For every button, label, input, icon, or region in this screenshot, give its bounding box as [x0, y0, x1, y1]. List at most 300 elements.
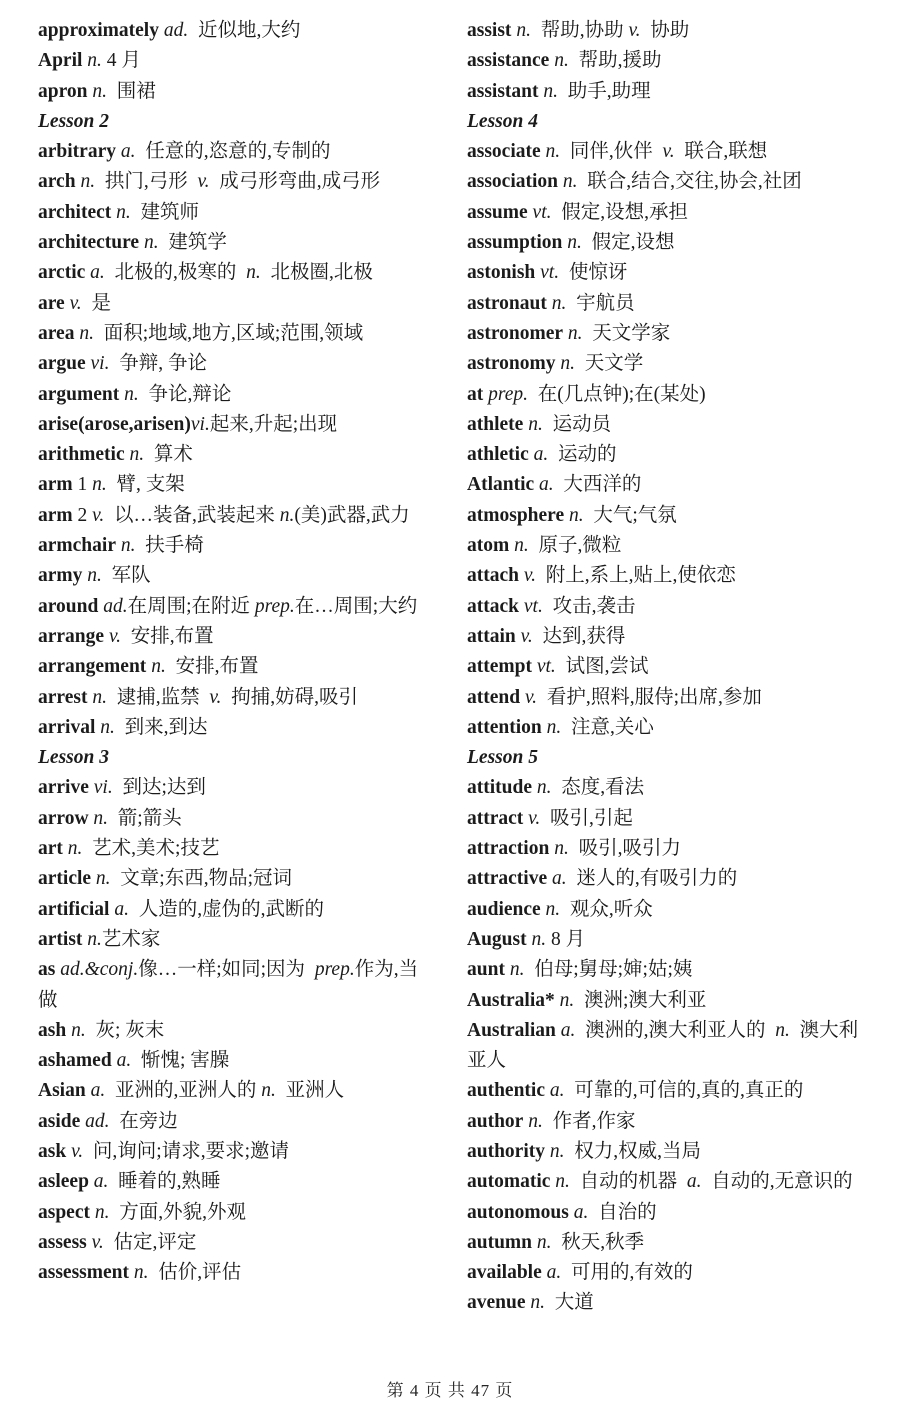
entry-word: arise(arose,arisen)	[38, 413, 191, 435]
entry-pos: n.	[66, 1019, 86, 1041]
entry-pos: n.	[538, 80, 559, 102]
entry-definition: 艺术家	[101, 928, 161, 950]
dictionary-entry	[467, 986, 866, 1016]
entry-definition: 争论,辩论	[138, 383, 232, 405]
entry-pos: ad.&conj.	[55, 959, 139, 981]
dictionary-entry	[467, 137, 866, 167]
entry-definition: 北极的,极寒的	[104, 262, 237, 284]
dictionary-entry	[38, 77, 437, 107]
entry-definition: 算术	[144, 444, 193, 466]
dictionary-entry	[38, 46, 437, 76]
dictionary-entry	[467, 804, 866, 834]
entry-pos: vi.	[190, 413, 210, 435]
entry-word: approximately	[38, 20, 159, 41]
entry-word: assume	[467, 201, 528, 223]
entry-definition: 注意,关心	[561, 716, 654, 738]
dictionary-entry	[467, 501, 866, 531]
dictionary-entry	[467, 683, 866, 713]
entry-definition: 以…装备,武装起来	[104, 504, 280, 526]
dictionary-entry	[467, 955, 866, 985]
entry-definition: 可靠的,可信的,真的,真正的	[564, 1080, 804, 1102]
entry-pos: n.	[146, 656, 166, 678]
entry-definition: 同伴,伙伴	[560, 141, 653, 163]
entry-word: arm	[38, 504, 73, 526]
entry-definition: 权力,权威,当局	[564, 1140, 702, 1162]
entry-definition: 作为,当做	[38, 959, 419, 1011]
entry-word: avenue	[467, 1292, 526, 1314]
entry-pos: n.	[124, 444, 145, 466]
dictionary-entry	[467, 440, 866, 470]
entry-word: Asian	[38, 1080, 86, 1102]
dictionary-entry	[38, 349, 437, 379]
entry-definition: 澳大利亚人	[467, 1019, 859, 1072]
entry-word: astronomy	[467, 353, 556, 375]
entry-definition: 吸引,吸引力	[568, 838, 681, 860]
dictionary-entry	[38, 1198, 437, 1228]
entry-word: argument	[38, 383, 120, 405]
entry-pos: n.	[111, 201, 131, 223]
entry-word: authentic	[467, 1080, 545, 1102]
entry-pos: v.	[515, 625, 533, 647]
entry-definition: 亚洲的,亚洲人的	[105, 1080, 257, 1102]
entry-definition: 估价,评估	[148, 1262, 242, 1284]
dictionary-entry	[38, 622, 437, 652]
entry-definition: 箭;箭头	[108, 807, 182, 829]
entry-definition: 艺术,美术;技艺	[82, 838, 220, 860]
entry-word: attract	[467, 807, 524, 829]
entry-word: attention	[467, 716, 542, 738]
entry-word: audience	[467, 898, 541, 920]
entry-pos: n.	[540, 141, 561, 163]
right-column	[467, 16, 866, 1319]
entry-definition: 大气;气氛	[583, 504, 677, 526]
entry-definition: 看护,照料,服侍;出席,参加	[537, 686, 762, 708]
entry-word: artist	[38, 928, 83, 950]
dictionary-entry	[38, 1076, 437, 1106]
entry-pos: v.	[92, 504, 105, 526]
entry-definition: 协助	[640, 20, 690, 41]
dictionary-entry	[38, 1137, 437, 1167]
dictionary-entry	[467, 592, 866, 622]
dictionary-entry	[38, 592, 437, 622]
entry-definition: (美)武器,武力	[294, 504, 410, 526]
entry-word: aspect	[38, 1201, 90, 1223]
entry-word: assistance	[467, 50, 550, 72]
dictionary-entry	[467, 167, 866, 197]
entry-pos: v.	[519, 565, 536, 587]
entry-word: attractive	[467, 868, 548, 890]
dictionary-entry	[467, 289, 866, 319]
entry-definition: 任意的,恣意的,专制的	[135, 141, 331, 163]
entry-definition: 北极圈,北极	[260, 262, 373, 284]
dictionary-entry	[467, 46, 866, 76]
entry-pos: a.	[555, 1019, 576, 1041]
entry-definition: 澳洲;澳大利亚	[574, 989, 707, 1011]
entry-word: artificial	[38, 898, 110, 920]
entry-pos: n.	[256, 1080, 276, 1102]
entry-definition: 扶手椅	[135, 535, 204, 557]
entry-pos: n.	[119, 383, 139, 405]
entry-word: attempt	[467, 656, 532, 678]
entry-word: atom	[467, 535, 510, 557]
entry-word: assessment	[38, 1262, 129, 1284]
entry-pos: a.	[85, 1080, 106, 1102]
entry-definition: 自动的,无意识的	[701, 1171, 853, 1193]
entry-word: available	[467, 1262, 542, 1284]
entry-word: arbitrary	[38, 141, 116, 163]
entry-word: arithmetic	[38, 444, 125, 466]
entry-pos: v.	[187, 171, 210, 193]
entry-pos: v.	[199, 686, 222, 708]
entry-word: Australia*	[467, 989, 555, 1011]
dictionary-entry	[467, 773, 866, 803]
dictionary-entry	[467, 834, 866, 864]
entry-definition: 在旁边	[109, 1110, 178, 1132]
entry-definition: 附上,系上,贴上,使依恋	[535, 565, 736, 587]
entry-word: automatic	[467, 1171, 551, 1193]
dictionary-entry	[38, 198, 437, 228]
dictionary-entry	[38, 713, 437, 743]
dictionary-entry	[38, 380, 437, 410]
dictionary-entry	[467, 925, 866, 955]
entry-definition: 拘捕,妨碍,吸引	[221, 686, 358, 708]
entry-word: ash	[38, 1019, 67, 1041]
entry-word: ask	[38, 1140, 67, 1162]
entry-pos: n.	[87, 686, 107, 708]
entry-word: association	[467, 171, 559, 193]
entry-definition: 到来,到达	[114, 716, 208, 738]
entry-definition: 争辩, 争论	[109, 353, 207, 375]
entry-pos: n.	[526, 928, 547, 950]
entry-definition: 惭愧; 害臊	[131, 1050, 230, 1072]
dictionary-entry	[38, 258, 437, 288]
entry-definition: 像…一样;如同;因为	[138, 959, 306, 981]
entry-pos: n.	[765, 1019, 790, 1041]
entry-definition: 方面,外貌,外观	[109, 1201, 247, 1223]
dictionary-entry	[467, 895, 866, 925]
entry-word: associate	[467, 141, 541, 163]
dictionary-entry	[38, 834, 437, 864]
entry-definition: 可用的,有效的	[561, 1262, 693, 1284]
dictionary-entry	[38, 683, 437, 713]
entry-definition: 1	[72, 474, 93, 496]
entry-word: architecture	[38, 232, 140, 254]
entry-pos: a.	[545, 1080, 565, 1102]
entry-pos: n.	[558, 171, 578, 193]
dictionary-entry	[38, 319, 437, 349]
entry-pos: prep.	[254, 595, 295, 617]
entry-word: arrangement	[38, 656, 147, 678]
entry-definition: 假定,设想,承担	[551, 201, 689, 223]
entry-definition: 问,询问;请求,要求;邀请	[83, 1140, 289, 1162]
entry-definition: 围裙	[107, 80, 156, 102]
entry-pos: n.	[523, 413, 543, 435]
entry-word: aside	[38, 1110, 81, 1132]
entry-pos: v.	[104, 625, 122, 647]
lesson-heading: Lesson 2	[38, 110, 109, 132]
entry-word: autumn	[467, 1231, 533, 1253]
dictionary-entry	[38, 410, 437, 440]
entry-pos: n.	[555, 353, 575, 375]
dictionary-entry	[467, 622, 866, 652]
entry-pos: n.	[236, 262, 261, 284]
dictionary-entry	[38, 1258, 437, 1288]
entry-word: attraction	[467, 838, 550, 860]
entry-definition: 迷人的,有吸引力的	[566, 868, 738, 890]
page-number: 第 4 页 共 47 页	[386, 1381, 514, 1400]
dictionary-entry	[38, 228, 437, 258]
dictionary-entry	[38, 167, 437, 197]
entry-definition: 亚洲人	[275, 1080, 345, 1102]
entry-pos: n.	[91, 868, 111, 890]
entry-pos: vt.	[531, 656, 556, 678]
entry-definition: 成弓形弯曲,成弓形	[209, 171, 381, 193]
entry-pos: n.	[62, 838, 83, 860]
dictionary-entry	[467, 258, 866, 288]
entry-pos: n.	[115, 535, 136, 557]
entry-definition: 天文学	[574, 353, 644, 375]
entry-pos: a.	[547, 868, 567, 890]
entry-pos: n.	[550, 1171, 570, 1193]
entry-definition: 试图,尝试	[555, 656, 649, 678]
entry-pos: n.	[545, 1140, 565, 1162]
dictionary-entry	[467, 652, 866, 682]
entry-definition: 到达;达到	[112, 777, 206, 799]
entry-definition: 帮助,援助	[568, 50, 662, 72]
entry-word: army	[38, 565, 83, 587]
entry-definition: 拱门,弓形	[95, 171, 188, 193]
dictionary-entry	[38, 895, 437, 925]
entry-pos: n.	[525, 1292, 545, 1314]
dictionary-entry	[38, 1167, 437, 1197]
entry-word: at	[467, 383, 484, 405]
entry-pos: n.	[549, 838, 569, 860]
dictionary-entry	[467, 1198, 866, 1228]
entry-definition: 军队	[101, 565, 151, 587]
entry-word: arrest	[38, 686, 88, 708]
entry-pos: prep.	[305, 959, 355, 981]
entry-word: attack	[467, 595, 519, 617]
entry-pos: n.	[139, 232, 159, 254]
entry-pos: n.	[554, 989, 575, 1011]
dictionary-entry	[467, 410, 866, 440]
dictionary-entry	[38, 470, 437, 500]
entry-word: arrange	[38, 625, 105, 647]
dictionary-entry	[38, 531, 437, 561]
entry-word: architect	[38, 201, 112, 223]
entry-pos: a.	[534, 474, 554, 496]
entry-pos: n.	[564, 504, 584, 526]
dictionary-entry	[467, 198, 866, 228]
entry-definition: 建筑学	[158, 232, 227, 254]
entry-definition: 面积;地域,地方,区域;范围,领域	[93, 322, 364, 344]
entry-pos: n.	[532, 1231, 552, 1253]
entry-definition: 睡着的,熟睡	[108, 1171, 221, 1193]
entry-word: area	[38, 322, 75, 344]
entry-word: as	[38, 959, 56, 981]
entry-pos: v.	[520, 686, 538, 708]
entry-word: article	[38, 868, 92, 890]
entry-word: August	[467, 928, 527, 950]
entry-word: autonomous	[467, 1201, 569, 1223]
entry-pos: n.	[129, 1262, 149, 1284]
entry-definition: 使惊讶	[559, 262, 628, 284]
entry-word: assumption	[467, 232, 563, 254]
dictionary-entry	[38, 137, 437, 167]
entry-definition: 态度,看法	[551, 777, 645, 799]
entry-word: arrival	[38, 716, 96, 738]
dictionary-entry	[467, 380, 866, 410]
entry-word: asleep	[38, 1171, 89, 1193]
entry-pos: n.	[90, 1201, 110, 1223]
entry-word: armchair	[38, 535, 116, 557]
entry-word: April	[38, 50, 83, 72]
entry-definition: 运动员	[542, 413, 612, 435]
dictionary-entry	[467, 1228, 866, 1258]
dictionary-entry	[467, 864, 866, 894]
entry-pos: n.	[546, 292, 567, 314]
entry-definition: 攻击,袭击	[542, 595, 636, 617]
entry-pos: n.	[523, 1110, 543, 1132]
dictionary-entry	[467, 77, 866, 107]
entry-word: ashamed	[38, 1050, 112, 1072]
entry-definition: 在…周围;大约	[294, 595, 418, 617]
entry-pos: ad.	[80, 1110, 110, 1132]
entry-word: attach	[467, 565, 519, 587]
entry-definition: 大道	[545, 1292, 594, 1314]
entry-pos: n.	[95, 716, 115, 738]
entry-definition: 灰; 灰末	[85, 1019, 165, 1041]
entry-pos: n.	[82, 50, 102, 72]
entry-pos: vt.	[535, 262, 560, 284]
dictionary-entry	[467, 228, 866, 258]
entry-pos: v.	[628, 20, 641, 41]
entry-definition: 起来,升起;出现	[209, 413, 338, 435]
entry-pos: a.	[568, 1201, 589, 1223]
entry-pos: a.	[677, 1171, 702, 1193]
entry-word: Atlantic	[467, 474, 535, 496]
lesson-heading: Lesson 3	[38, 747, 109, 769]
entry-definition: 4 月	[101, 50, 141, 72]
entry-pos: n.	[82, 928, 102, 950]
entry-definition: 安排,布置	[121, 625, 214, 647]
entry-pos: ad.	[158, 20, 189, 41]
entry-word: atmosphere	[467, 504, 565, 526]
entry-definition: 近似地,大约	[188, 20, 301, 41]
entry-pos: n.	[532, 777, 552, 799]
dictionary-entry	[467, 713, 866, 743]
entry-pos: n.	[504, 959, 525, 981]
dictionary-entry	[467, 470, 866, 500]
entry-word: apron	[38, 80, 88, 102]
dictionary-entry	[467, 319, 866, 349]
dictionary-entry	[467, 1016, 866, 1077]
dictionary-entry	[467, 561, 866, 591]
entry-pos: v.	[64, 292, 82, 314]
entry-word: arch	[38, 171, 76, 193]
dictionary-entry	[467, 349, 866, 379]
entry-word: attitude	[467, 777, 532, 799]
entry-pos: n.	[541, 716, 562, 738]
dictionary-entry	[467, 16, 866, 46]
entry-definition: 助手,助理	[558, 80, 651, 102]
entry-pos: n.	[540, 898, 561, 920]
entry-word: athletic	[467, 444, 529, 466]
entry-pos: n.	[74, 322, 94, 344]
entry-definition: 联合,结合,交往,协会,社团	[577, 171, 802, 193]
dictionary-entry	[38, 440, 437, 470]
dictionary-entry	[38, 925, 437, 955]
entry-pos: n.	[509, 535, 529, 557]
entry-definition: 达到,获得	[532, 625, 626, 647]
entry-pos: n.	[88, 807, 109, 829]
dictionary-entry	[38, 864, 437, 894]
entry-word: aunt	[467, 959, 505, 981]
entry-pos: a.	[528, 444, 549, 466]
entry-pos: n.	[562, 232, 582, 254]
lesson-heading: Lesson 5	[467, 747, 538, 769]
entry-word: arctic	[38, 262, 86, 284]
entry-word: assist	[467, 20, 512, 41]
entry-word: astonish	[467, 262, 536, 284]
dictionary-entry	[467, 1107, 866, 1137]
entry-pos: v.	[652, 141, 675, 163]
entry-pos: a.	[115, 141, 136, 163]
entry-pos: ad.	[98, 595, 128, 617]
entry-definition: 宇航员	[566, 292, 635, 314]
entry-definition: 在(几点钟);在(某处)	[528, 383, 706, 405]
entry-pos: n.	[549, 50, 569, 72]
entry-pos: a.	[111, 1050, 132, 1072]
dictionary-entry	[38, 1016, 437, 1046]
entry-pos: a.	[85, 262, 105, 284]
entry-definition: 帮助,协助	[530, 20, 629, 41]
dictionary-entry	[38, 289, 437, 319]
entry-word: arm	[38, 474, 73, 496]
entry-definition: 观众,听众	[560, 898, 653, 920]
entry-definition: 伯母;舅母;婶;姑;姨	[524, 959, 693, 981]
entry-definition: 秋天,秋季	[551, 1231, 645, 1253]
dictionary-entry	[38, 501, 437, 531]
entry-definition: 假定,设想	[581, 232, 675, 254]
entry-definition: 联合,联想	[674, 141, 768, 163]
entry-pos: vi.	[88, 777, 113, 799]
entry-definition: 估定,评定	[103, 1231, 197, 1253]
entry-definition: 臂, 支架	[106, 474, 185, 496]
entry-definition: 天文学家	[582, 322, 671, 344]
dictionary-entry	[38, 652, 437, 682]
entry-word: art	[38, 838, 63, 860]
entry-word: astronomer	[467, 322, 564, 344]
dictionary-entry	[467, 531, 866, 561]
entry-pos: a.	[88, 1171, 109, 1193]
entry-definition: 在周围;在附近	[127, 595, 255, 617]
entry-pos: n.	[75, 171, 96, 193]
entry-pos: a.	[109, 898, 129, 920]
dictionary-entry	[38, 1228, 437, 1258]
entry-definition: 建筑师	[130, 201, 200, 223]
dictionary-entry	[38, 955, 437, 1016]
entry-pos: n.	[279, 504, 295, 526]
entry-pos: n.	[563, 322, 583, 344]
entry-word: assistant	[467, 80, 539, 102]
entry-definition: 2	[72, 504, 93, 526]
entry-pos: vt.	[527, 201, 552, 223]
dictionary-entry	[38, 804, 437, 834]
dictionary-entry	[38, 16, 437, 46]
entry-definition: 作者,作家	[542, 1110, 636, 1132]
dictionary-entry	[38, 1046, 437, 1076]
